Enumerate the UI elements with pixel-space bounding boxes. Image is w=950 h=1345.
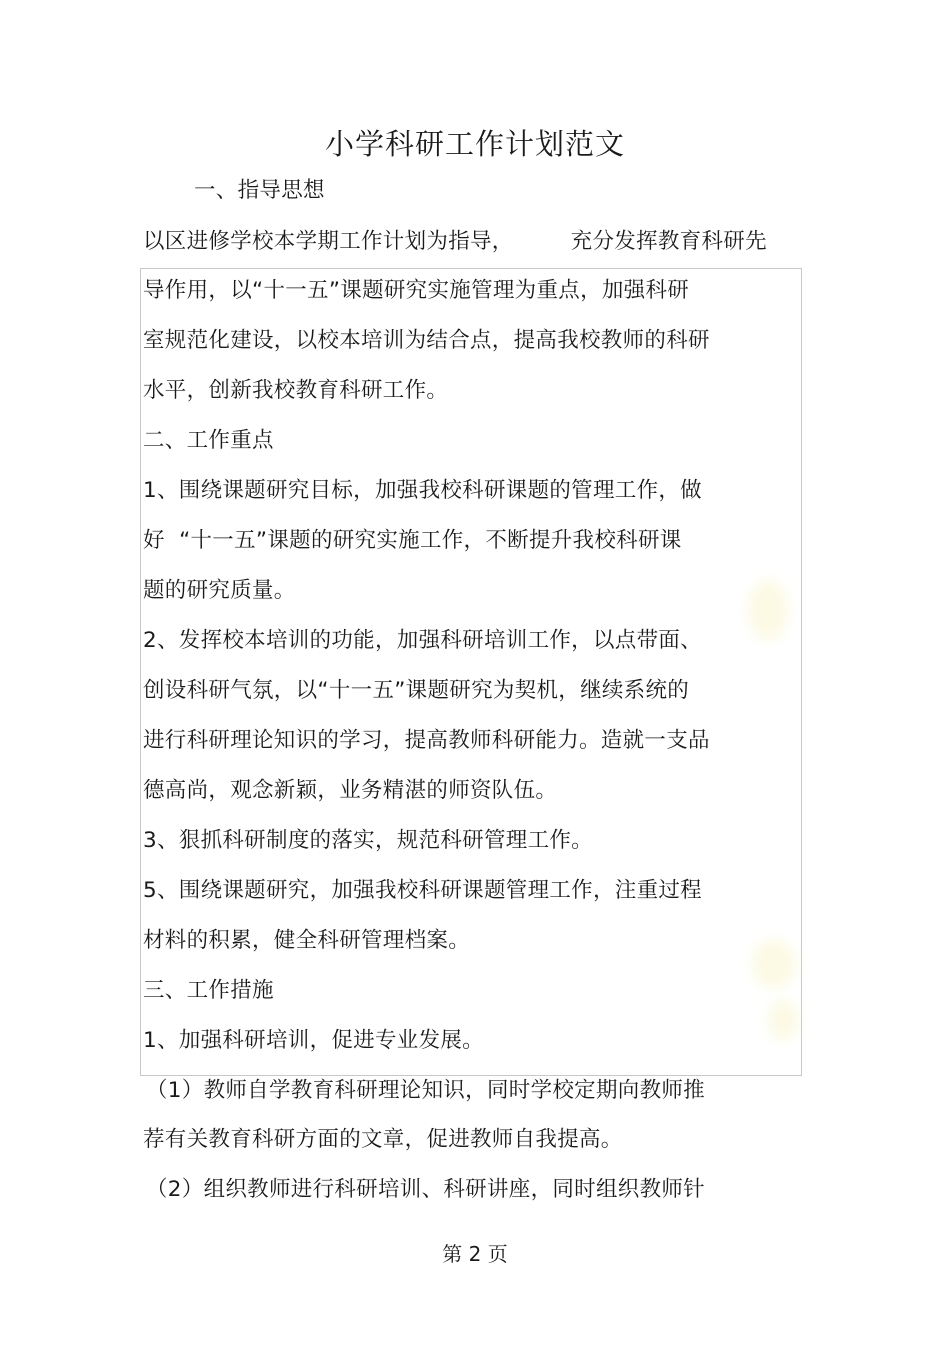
body-line: 5、围绕课题研究，加强我校科研课题管理工作，注重过程 (143, 878, 702, 903)
body-line: （2）组织教师进行科研培训、科研讲座，同时组织教师针 (146, 1177, 705, 1202)
page-number: 第 2 页 (442, 1242, 508, 1266)
body-line: 1、围绕课题研究目标，加强我校科研课题的管理工作，做 (143, 478, 702, 503)
document-title: 小学科研工作计划范文 (324, 127, 625, 161)
body-line: 3、狠抓科研制度的落实，规范科研管理工作。 (143, 828, 593, 853)
section-heading: 二、工作重点 (143, 428, 274, 453)
body-line: 好 “十一五”课题的研究实施工作，不断提升我校科研课 (143, 528, 682, 553)
body-line: 室规范化建设，以校本培训为结合点，提高我校教师的科研 (143, 328, 710, 353)
body-line: 题的研究质量。 (143, 578, 296, 603)
body-line: 创设科研气氛，以“十一五”课题研究为契机，继续系统的 (143, 678, 690, 703)
body-line: 荐有关教育科研方面的文章，促进教师自我提高。 (143, 1127, 623, 1152)
body-line: （1）教师自学教育科研理论知识，同时学校定期向教师推 (146, 1078, 705, 1103)
body-line: 水平，创新我校教育科研工作。 (143, 378, 449, 403)
body-line: 以区进修学校本学期工作计划为指导， 充分发挥教育科研先 (143, 229, 767, 254)
body-line: 1、加强科研培训，促进专业发展。 (143, 1028, 484, 1053)
section-heading: 三、工作措施 (143, 978, 274, 1003)
body-line: 2、发挥校本培训的功能，加强科研培训工作，以点带面、 (143, 628, 702, 653)
body-line: 进行科研理论知识的学习，提高教师科研能力。造就一支品 (143, 728, 710, 753)
body-line: 德高尚，观念新颖，业务精湛的师资队伍。 (143, 778, 558, 803)
body-line: 材料的积累，健全科研管理档案。 (143, 928, 471, 953)
section-heading: 一、指导思想 (194, 178, 325, 203)
body-line: 导作用，以“十一五”课题研究实施管理为重点，加强科研 (143, 278, 690, 303)
